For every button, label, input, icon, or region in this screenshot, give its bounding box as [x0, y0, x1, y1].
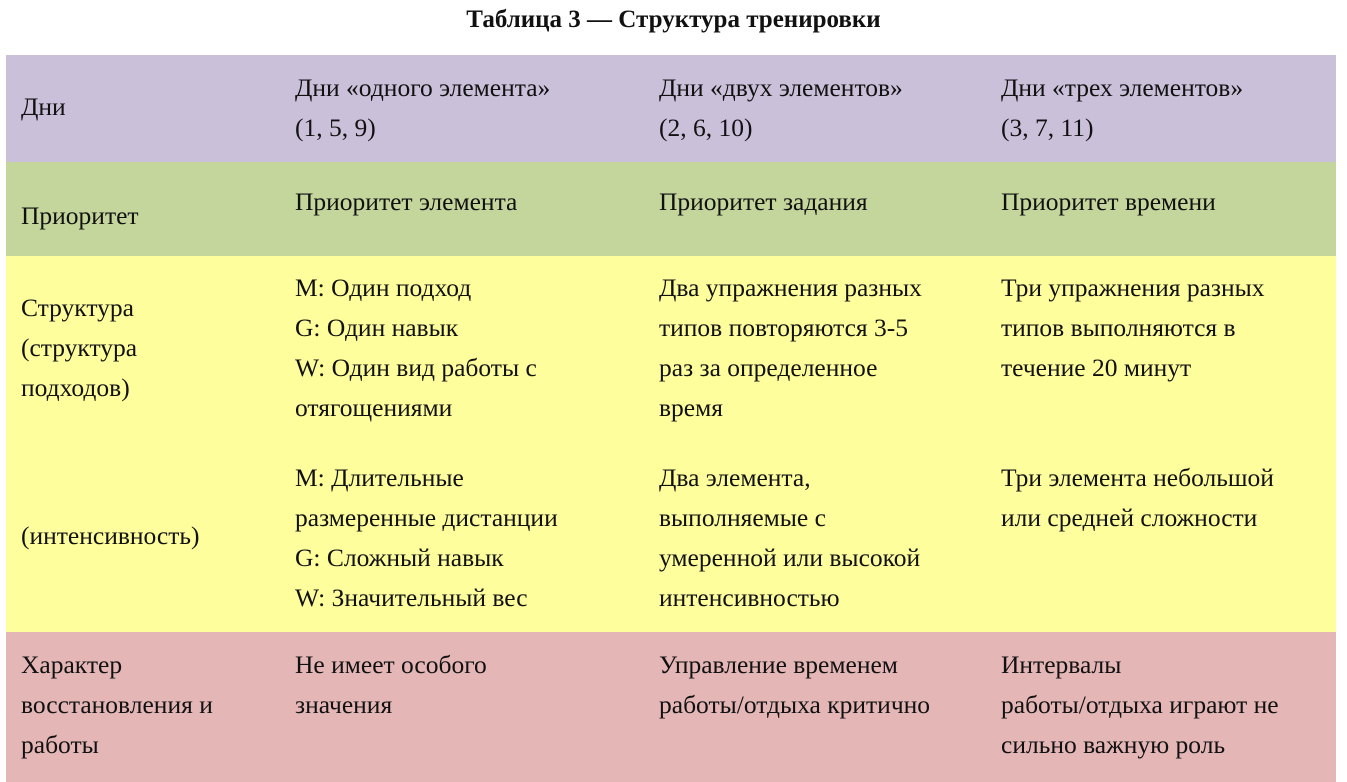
cell-text: Управление временем	[659, 650, 898, 679]
table-cell	[280, 162, 644, 256]
table-row-priority	[6, 162, 1336, 256]
cell-text: время	[659, 393, 723, 422]
cell-text: Интервалы	[1001, 650, 1122, 679]
cell-text: Приоритет задания	[659, 187, 868, 216]
cell-text: Приоритет элемента	[295, 187, 518, 216]
header-line: Дни «трех элементов»	[1001, 73, 1244, 102]
cell-text: типов повторяются 3-5	[659, 313, 909, 342]
row-label-intensity	[6, 458, 280, 618]
table-cell	[280, 268, 644, 428]
row-label-text: подходов)	[21, 373, 130, 402]
cell-text: M: Один подход	[295, 273, 472, 302]
table-cell	[644, 162, 987, 256]
table-row-days	[6, 55, 1336, 162]
cell-text: интенсивностью	[659, 583, 840, 612]
cell-text: M: Длительные	[295, 463, 464, 492]
row-label-recovery	[6, 632, 280, 782]
header-line: (1, 5, 9)	[295, 113, 376, 142]
row-label-days	[6, 55, 280, 162]
cell-text: Два элемента,	[659, 463, 811, 492]
header-cell-two-elements	[644, 55, 987, 162]
row-label-priority	[6, 162, 280, 256]
cell-text: размеренные дистанции	[295, 503, 558, 532]
header-line: (3, 7, 11)	[1001, 113, 1094, 142]
table-cell	[644, 458, 987, 618]
table-cell	[280, 632, 644, 782]
cell-text: работы/отдыха критично	[659, 690, 931, 719]
row-label-text: Структура	[21, 293, 134, 322]
row-label-text: Характер	[21, 650, 123, 679]
cell-text: Не имеет особого	[295, 650, 487, 679]
row-label-text: (интенсивность)	[21, 521, 200, 550]
table-cell	[987, 632, 1336, 782]
cell-text: значения	[295, 690, 393, 719]
cell-text: G: Один навык	[295, 313, 459, 342]
cell-text: отягощениями	[295, 393, 453, 422]
header-cell-three-elements	[987, 55, 1336, 162]
cell-text: G: Сложный навык	[295, 543, 504, 572]
header-cell-one-element	[280, 55, 644, 162]
cell-text: умеренной или высокой	[659, 543, 921, 572]
table-cell	[644, 632, 987, 782]
cell-text: Приоритет времени	[1001, 187, 1216, 216]
table-row-structure	[6, 256, 1336, 632]
cell-text: Три элемента небольшой	[1001, 463, 1274, 492]
cell-text: или средней сложности	[1001, 503, 1258, 532]
intensity-subrow	[6, 458, 1336, 618]
header-line: Дни «одного элемента»	[295, 73, 551, 102]
row-label-text: Приоритет	[21, 201, 139, 230]
header-line: (2, 6, 10)	[659, 113, 753, 142]
table-cell	[987, 458, 1336, 618]
row-label-text: работы	[21, 730, 99, 759]
cell-text: сильно важную роль	[1001, 730, 1226, 759]
cell-text: раз за определенное	[659, 353, 878, 382]
cell-text: выполняемые с	[659, 503, 826, 532]
cell-text: работы/отдыха играют не	[1001, 690, 1279, 719]
row-label-text: (структура	[21, 333, 138, 362]
row-label-structure	[6, 268, 280, 428]
table-cell	[280, 458, 644, 618]
table-row-recovery	[6, 632, 1336, 782]
training-structure-table	[6, 55, 1336, 782]
cell-text: Два упражнения разных	[659, 273, 922, 302]
table-cell	[644, 268, 987, 428]
row-label-text: восстановления и	[21, 690, 213, 719]
cell-text: течение 20 минут	[1001, 353, 1192, 382]
structure-subrow	[6, 268, 1336, 428]
cell-text: типов выполняются в	[1001, 313, 1236, 342]
table-cell	[987, 268, 1336, 428]
row-label-text: Дни	[21, 92, 66, 121]
table-cell	[987, 162, 1336, 256]
cell-text: W: Значительный вес	[295, 583, 528, 612]
table-title: Таблица 3 — Структура тренировки	[466, 6, 881, 33]
cell-text: W: Один вид работы с	[295, 353, 537, 382]
header-line: Дни «двух элементов»	[659, 73, 903, 102]
cell-text: Три упражнения разных	[1001, 273, 1265, 302]
